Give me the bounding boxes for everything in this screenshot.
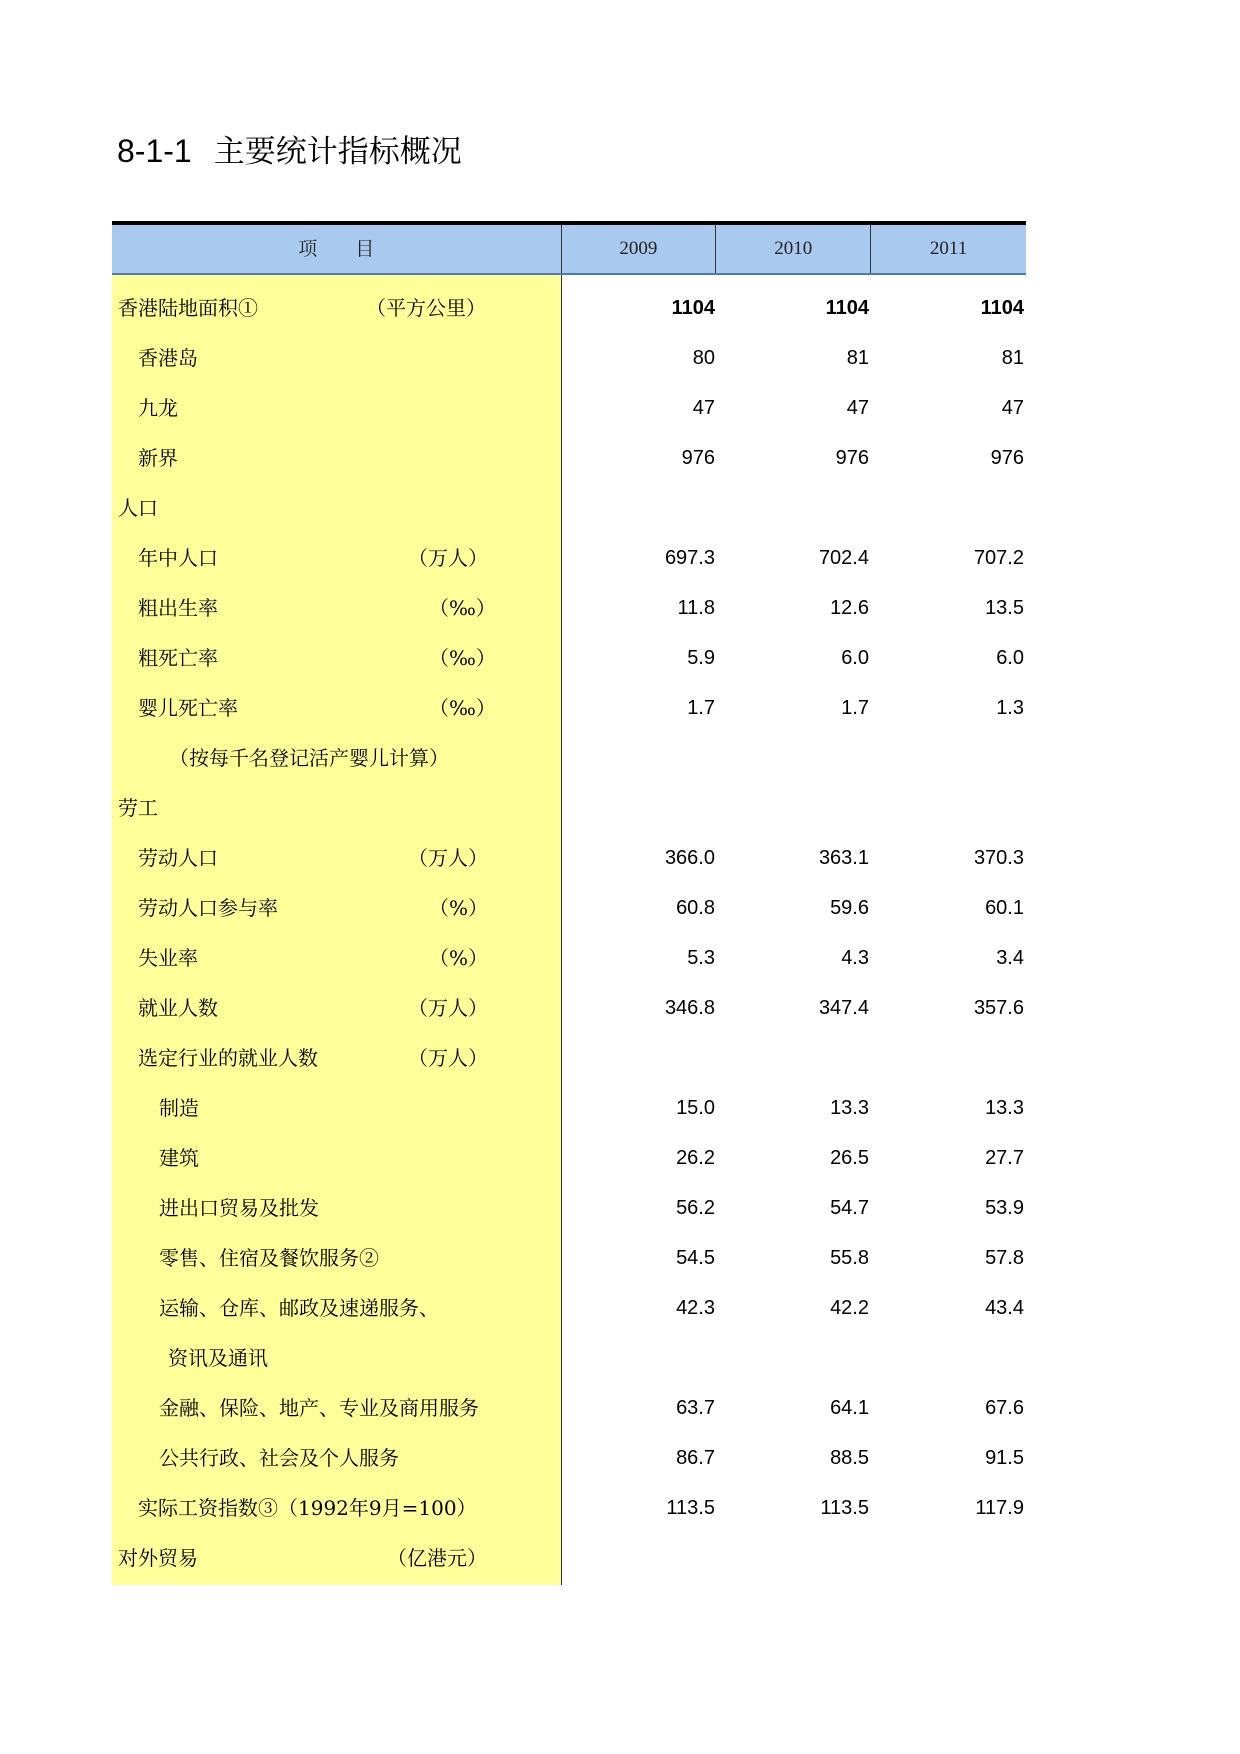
- value-2011: 27.7: [985, 1147, 1024, 1169]
- table-number: 8-1-1: [117, 133, 192, 169]
- value-2010: 55.8: [830, 1247, 869, 1269]
- row-note: （按每千名登记活产婴儿计算）: [169, 746, 449, 770]
- row-label: 香港岛: [138, 346, 198, 370]
- value-2009: 63.7: [676, 1397, 715, 1419]
- table-row: [112, 1083, 1026, 1133]
- row-label-continued: 资讯及通讯: [168, 1346, 268, 1370]
- value-2009: 56.2: [676, 1197, 715, 1219]
- value-2010: 81: [846, 347, 869, 369]
- value-2010: 12.6: [830, 597, 869, 619]
- table-row: [112, 1033, 1026, 1083]
- table-row: [112, 783, 1026, 833]
- row-unit: （平方公里）: [366, 296, 486, 320]
- table-row: [112, 633, 1026, 683]
- header-item: 项 目: [112, 225, 562, 273]
- header-year-2010: 2010: [716, 225, 871, 273]
- value-2011: 3.4: [996, 947, 1024, 969]
- row-label: 九龙: [138, 396, 178, 420]
- value-2010: 42.2: [830, 1297, 869, 1319]
- value-2011: 370.3: [973, 847, 1024, 869]
- table-row: [112, 983, 1026, 1033]
- row-unit: （‰）: [429, 596, 496, 620]
- value-2009: 42.3: [676, 1297, 715, 1319]
- row-label: 实际工资指数③（1992年9月=100）: [138, 1496, 477, 1520]
- value-2010: 4.3: [841, 947, 869, 969]
- value-2009: 1104: [671, 297, 715, 319]
- value-2011: 117.9: [975, 1497, 1024, 1519]
- value-2011: 707.2: [973, 547, 1024, 569]
- section-label: 人口: [118, 496, 158, 520]
- value-2009: 26.2: [676, 1147, 715, 1169]
- value-2010: 976: [835, 447, 869, 469]
- table-row: [112, 833, 1026, 883]
- table-title: 主要统计指标概况: [213, 134, 462, 170]
- value-2011: 6.0: [996, 647, 1024, 669]
- value-2010: 1.7: [841, 697, 869, 719]
- value-2010: 702.4: [818, 547, 869, 569]
- value-2009: 697.3: [664, 547, 715, 569]
- value-2010: 59.6: [830, 897, 869, 919]
- table-row: [112, 483, 1026, 533]
- value-2010: 1104: [825, 297, 869, 319]
- value-2011: 53.9: [985, 1197, 1024, 1219]
- value-2009: 976: [681, 447, 715, 469]
- value-2010: 88.5: [830, 1447, 869, 1469]
- value-2010: 347.4: [818, 997, 869, 1019]
- row-label: 粗出生率: [138, 596, 218, 620]
- table-row: [112, 883, 1026, 933]
- table-row: [112, 433, 1026, 483]
- table-row: [112, 1233, 1026, 1283]
- table-row: [112, 583, 1026, 633]
- row-label: 粗死亡率: [138, 646, 218, 670]
- table-row: [112, 333, 1026, 383]
- value-2010: 113.5: [820, 1497, 869, 1519]
- section-label: 劳工: [118, 796, 158, 820]
- value-2010: 26.5: [830, 1147, 869, 1169]
- row-unit: （万人）: [408, 846, 488, 870]
- value-2011: 13.3: [985, 1097, 1024, 1119]
- row-label: 进出口贸易及批发: [159, 1196, 319, 1220]
- value-2010: 47: [846, 397, 869, 419]
- row-unit: （万人）: [408, 1046, 488, 1070]
- row-label: 年中人口: [138, 546, 218, 570]
- value-2009: 5.3: [687, 947, 715, 969]
- value-2009: 346.8: [664, 997, 715, 1019]
- row-label: 制造: [159, 1096, 199, 1120]
- value-2011: 81: [1001, 347, 1024, 369]
- row-label: 劳动人口参与率: [138, 896, 278, 920]
- row-unit: （‰）: [429, 646, 496, 670]
- value-2011: 1104: [980, 297, 1024, 319]
- value-2010: 54.7: [830, 1197, 869, 1219]
- header-year-2009: 2009: [562, 225, 717, 273]
- table-row: [112, 1133, 1026, 1183]
- value-2009: 80: [692, 347, 715, 369]
- value-2009: 86.7: [676, 1447, 715, 1469]
- value-2011: 13.5: [985, 597, 1024, 619]
- table-row: [112, 1533, 1026, 1583]
- section-label: 对外贸易: [118, 1546, 198, 1570]
- row-label: 香港陆地面积①: [118, 296, 258, 320]
- row-label: 失业率: [138, 946, 198, 970]
- row-label: 选定行业的就业人数: [138, 1046, 318, 1070]
- value-2009: 5.9: [687, 647, 715, 669]
- value-2009: 47: [692, 397, 715, 419]
- value-2009: 54.5: [676, 1247, 715, 1269]
- row-label: 婴儿死亡率: [138, 696, 238, 720]
- table-row: [112, 1333, 1026, 1383]
- value-2011: 357.6: [973, 997, 1024, 1019]
- value-2011: 57.8: [985, 1247, 1024, 1269]
- value-2011: 43.4: [985, 1297, 1024, 1319]
- row-unit: （%）: [429, 946, 489, 970]
- header-year-2011: 2011: [929, 238, 968, 259]
- value-2010: 64.1: [830, 1397, 869, 1419]
- table-row: [112, 1433, 1026, 1483]
- value-2011: 67.6: [985, 1397, 1024, 1419]
- table-row: [112, 683, 1026, 733]
- value-2009: 1.7: [687, 697, 715, 719]
- table-row: [112, 933, 1026, 983]
- row-label: 公共行政、社会及个人服务: [159, 1446, 399, 1470]
- value-2009: 11.8: [677, 597, 715, 619]
- table-row: [112, 283, 1026, 333]
- row-unit: （‰）: [429, 696, 496, 720]
- table-row: [112, 1383, 1026, 1433]
- value-2011: 60.1: [985, 897, 1024, 919]
- table-header: [112, 225, 1026, 275]
- row-unit: （%）: [429, 896, 489, 920]
- value-2009: 15.0: [676, 1097, 715, 1119]
- value-2010: 363.1: [818, 847, 869, 869]
- row-unit: （亿港元）: [387, 1546, 487, 1570]
- row-label: 零售、住宿及餐饮服务②: [159, 1246, 379, 1270]
- value-2011: 1.3: [996, 697, 1024, 719]
- value-2009: 366.0: [664, 847, 715, 869]
- row-unit: （万人）: [408, 546, 488, 570]
- row-label: 金融、保险、地产、专业及商用服务: [159, 1396, 479, 1420]
- row-label: 运输、仓库、邮政及速递服务、: [159, 1296, 439, 1320]
- row-label: 劳动人口: [138, 846, 218, 870]
- table-row: [112, 1283, 1026, 1333]
- row-label: 新界: [138, 446, 178, 470]
- value-2011: 47: [1001, 397, 1024, 419]
- row-unit: （万人）: [408, 996, 488, 1020]
- row-label: 建筑: [159, 1146, 199, 1170]
- page-title: [117, 126, 462, 171]
- value-2011: 976: [990, 447, 1024, 469]
- table-row: [112, 533, 1026, 583]
- value-2010: 6.0: [841, 647, 869, 669]
- table-row: [112, 1483, 1026, 1533]
- value-2009: 113.5: [666, 1497, 715, 1519]
- row-label: 就业人数: [138, 996, 218, 1020]
- value-2009: 60.8: [676, 897, 715, 919]
- table-row: [112, 1183, 1026, 1233]
- value-2010: 13.3: [830, 1097, 869, 1119]
- table-row: [112, 383, 1026, 433]
- value-2011: 91.5: [985, 1447, 1024, 1469]
- table-body: [112, 283, 1026, 1583]
- table-row: [112, 733, 1026, 783]
